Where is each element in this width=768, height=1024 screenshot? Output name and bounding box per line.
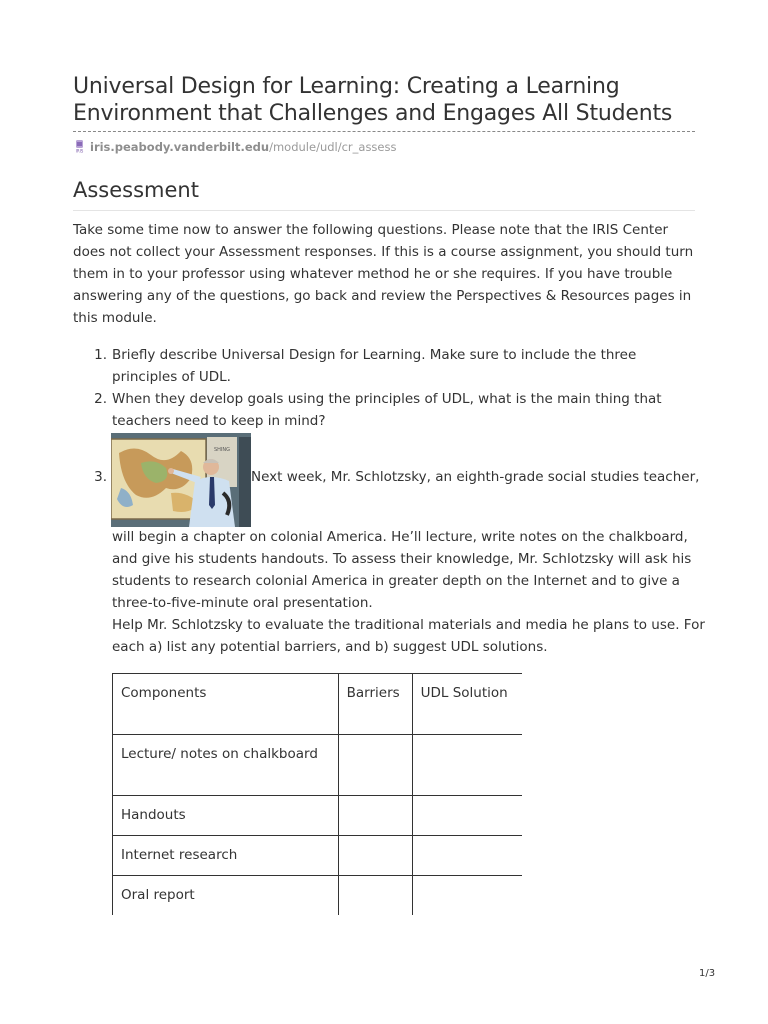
table-cell: [338, 876, 412, 916]
page-number: 1/3: [699, 968, 716, 979]
table-row: [113, 876, 523, 916]
section-heading: Assessment: [73, 178, 199, 202]
question-3-lead: Next week, Mr. Schlotzsky, an eighth-grade social studies teacher,: [251, 469, 700, 485]
components-table: [112, 673, 522, 915]
svg-text:IRIS: IRIS: [75, 148, 84, 154]
page-title: Universal Design for Learning: Creating a Learning Environment that Challenges and Engages All Students: [73, 74, 673, 126]
table-cell: Internet research: [113, 836, 339, 876]
question-2: [73, 388, 703, 432]
table-cell: [412, 876, 522, 916]
question-text: Briefly describe Universal Design for Learning. Make sure to include the three principles of UDL.: [112, 347, 637, 385]
table-cell: Handouts: [113, 796, 339, 836]
question-1: [73, 344, 703, 388]
header-udl-solution: UDL Solution: [412, 674, 522, 735]
source-path: /module/udl/cr_assess: [269, 140, 397, 154]
question-3-help: Help Mr. Schlotzsky to evaluate the traditional materials and media he plans to use. For each a) list any potential barriers, and b) suggest UDL solutions.: [112, 617, 705, 655]
iris-logo-icon: [75, 140, 84, 154]
source-domain: iris.peabody.vanderbilt.edu: [90, 140, 270, 154]
header-barriers: Barriers: [338, 674, 412, 735]
table-header-row: [113, 674, 523, 735]
table-cell: Oral report: [113, 876, 339, 916]
table-row: [113, 796, 523, 836]
header-components: Components: [113, 674, 339, 735]
section-divider: [73, 210, 695, 211]
table-row: [113, 836, 523, 876]
svg-text:SHING: SHING: [213, 447, 231, 453]
table-cell: [338, 735, 412, 796]
table-cell: [412, 735, 522, 796]
table-row: [113, 735, 523, 796]
table-cell: Lecture/ notes on chalkboard: [113, 735, 339, 796]
question-3-text: will begin a chapter on colonial America. He’ll lecture, write notes on the chalkboard, and give his students handouts. To assess their knowledge, Mr. Schlotzsky will ask his students to research colonial America in greater depth on the Internet and to give a three-to-five-minute oral presentation.: [112, 529, 692, 611]
table-cell: [412, 836, 522, 876]
question-text: When they develop goals using the principles of UDL, what is the main thing that teachers need to keep in mind?: [112, 391, 662, 429]
question-3-number-wrap: [73, 466, 109, 488]
table-cell: [412, 796, 522, 836]
question-number: 2.: [94, 391, 107, 407]
title-divider: [73, 131, 695, 132]
question-3-body: [112, 526, 712, 658]
intro-paragraph: Take some time now to answer the following questions. Please note that the IRIS Center does not collect your Assessment responses. If this is a course assignment, you should turn them in to your professor using whatever method he or she requires. If you have trouble answering any of the questions, go back and review the Perspectives & Resources pages in this module.: [73, 222, 694, 326]
source-link[interactable]: [75, 139, 397, 155]
table-cell: [338, 796, 412, 836]
question-number: 1.: [94, 347, 107, 363]
table-cell: [338, 836, 412, 876]
question-number: 3.: [94, 469, 107, 485]
teacher-map-photo: [111, 433, 251, 527]
teacher-photo-illustration: [111, 433, 251, 527]
